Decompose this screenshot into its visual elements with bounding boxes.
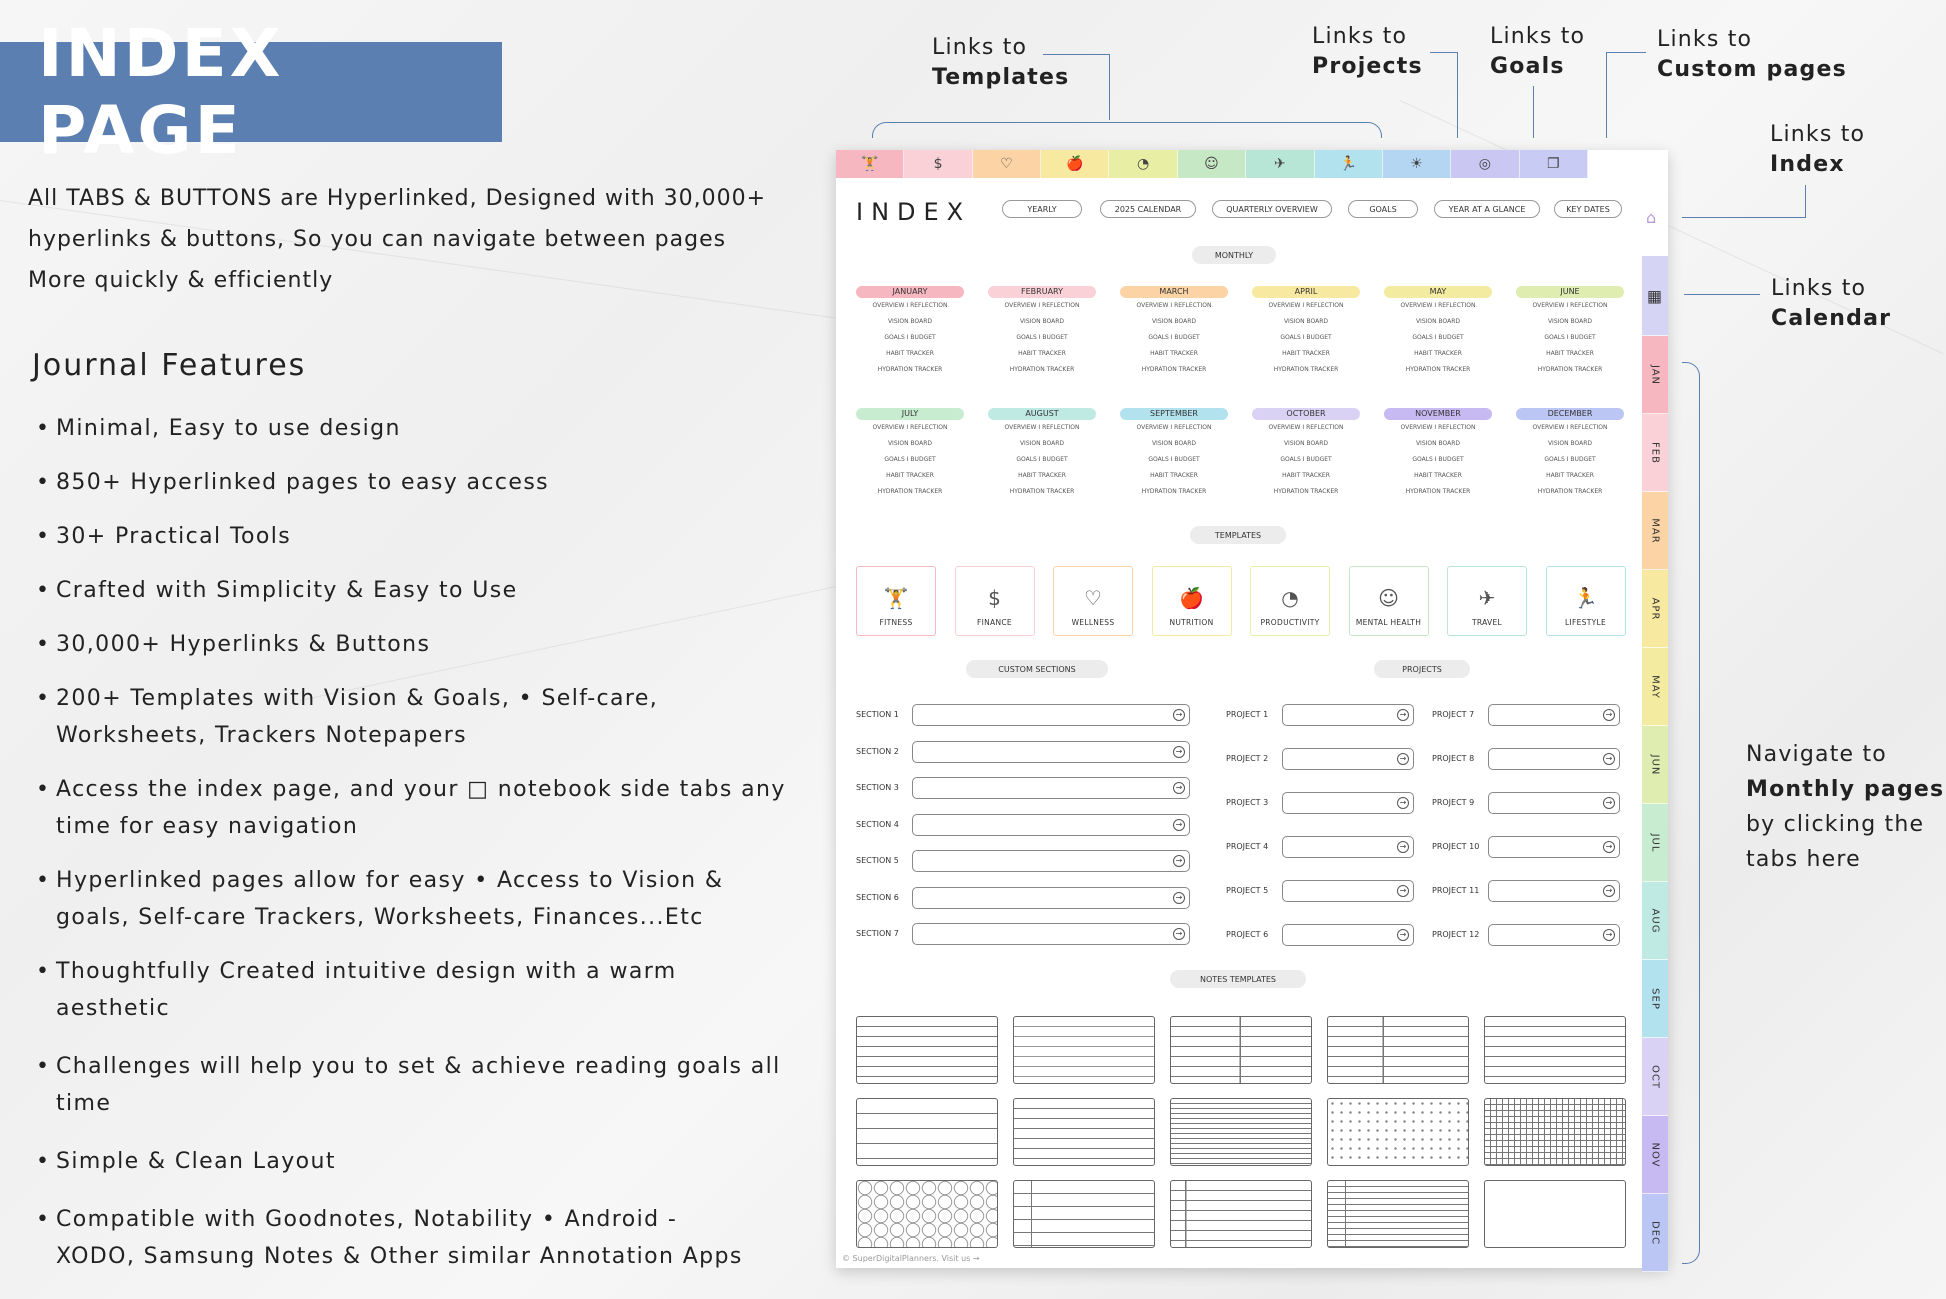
side-tab-mar[interactable] (1642, 492, 1668, 570)
template-nutrition[interactable] (1152, 566, 1232, 636)
goals-icon: ◎ (1478, 156, 1492, 172)
side-tab-label: JAN (1649, 364, 1661, 385)
note-template-wide-ruled[interactable] (856, 1098, 998, 1166)
note-template-blank[interactable] (1484, 1180, 1626, 1248)
month-sublink[interactable]: HYDRATION TRACKER (877, 488, 943, 495)
month-link-february[interactable]: FEBRUARY (988, 286, 1096, 298)
side-tab-feb[interactable] (1642, 414, 1668, 492)
month-sublink[interactable]: HYDRATION TRACKER (1009, 488, 1075, 495)
project-field[interactable] (1282, 748, 1414, 770)
note-template-split-lined[interactable] (1170, 1016, 1312, 1084)
project-label: PROJECT 4 (1226, 842, 1269, 851)
month-sublink[interactable]: GOALS I BUDGET (1280, 334, 1332, 341)
month-link-may[interactable]: MAY (1384, 286, 1492, 298)
callout-projects (1312, 22, 1423, 82)
monthly-label: MONTHLY (1192, 246, 1276, 264)
notes-templates-label: NOTES TEMPLATES (1170, 970, 1306, 988)
productivity-icon: ◔ (1281, 586, 1299, 610)
connector-bracket (872, 122, 1382, 138)
month-sublink[interactable]: HABIT TRACKER (886, 472, 934, 479)
callout-bold: Projects (1312, 54, 1423, 79)
month-sublink[interactable]: HABIT TRACKER (1018, 472, 1066, 479)
month-sublink[interactable]: HABIT TRACKER (1546, 350, 1594, 357)
month-sublink[interactable]: VISION BOARD (1283, 318, 1329, 325)
note-template-column-lined[interactable] (1327, 1016, 1469, 1084)
month-sublink[interactable]: VISION BOARD (887, 440, 933, 447)
arrow-right-icon[interactable]: → (1173, 746, 1185, 758)
month-sublink[interactable]: OVERVIEW I REFLECTION (1400, 424, 1476, 431)
feature-item: • Access the index page, and your □ notebook side tabs any time for easy navigation (34, 771, 794, 845)
month-sublink[interactable]: HABIT TRACKER (1018, 350, 1066, 357)
features-list (34, 410, 794, 1275)
arrow-right-icon[interactable]: → (1173, 892, 1185, 904)
travel-icon: ✈ (1273, 156, 1286, 172)
callout-line: Links to (1312, 24, 1408, 49)
side-tab-aug[interactable] (1642, 882, 1668, 960)
section-label: SECTION 1 (856, 710, 899, 719)
calendar-button[interactable]: 2025 CALENDAR (1100, 200, 1196, 218)
note-template-margin-lined[interactable] (1013, 1180, 1155, 1248)
connector-line (1682, 185, 1806, 218)
month-link-june[interactable]: JUNE (1516, 286, 1624, 298)
arrow-right-icon[interactable]: → (1397, 709, 1409, 721)
index-page-banner (0, 15, 502, 169)
mental-health-icon: ☺ (1204, 156, 1219, 172)
connector-bracket (1682, 362, 1700, 1264)
month-sublink[interactable]: HABIT TRACKER (886, 350, 934, 357)
month-block (1120, 286, 1228, 378)
side-tab-jan[interactable] (1642, 336, 1668, 414)
side-tab-label: OCT (1649, 1064, 1661, 1089)
side-tab-jun[interactable] (1642, 726, 1668, 804)
month-sublink[interactable]: VISION BOARD (1547, 318, 1593, 325)
side-tab-nov[interactable] (1642, 1116, 1668, 1194)
template-label: WELLNESS (1071, 618, 1115, 627)
month-sublink[interactable]: GOALS I BUDGET (1016, 456, 1068, 463)
finance-icon: $ (988, 586, 1001, 610)
banner-title: INDEX PAGE (38, 15, 284, 169)
arrow-right-icon[interactable]: → (1397, 797, 1409, 809)
month-sublink[interactable]: HYDRATION TRACKER (1405, 366, 1471, 373)
note-template-dashed[interactable] (1013, 1016, 1155, 1084)
side-tab-label: NOV (1649, 1141, 1661, 1168)
callout-line: Links to (1771, 276, 1867, 301)
projects-icon: ☀ (1410, 156, 1423, 172)
project-label: PROJECT 6 (1226, 930, 1269, 939)
arrow-right-icon[interactable]: → (1603, 797, 1615, 809)
month-sublink[interactable]: HYDRATION TRACKER (1273, 488, 1339, 495)
month-sublink[interactable]: GOALS I BUDGET (1544, 456, 1596, 463)
month-sublink[interactable]: HABIT TRACKER (1282, 350, 1330, 357)
month-sublink[interactable]: GOALS I BUDGET (884, 456, 936, 463)
side-tab-label: JUL (1649, 833, 1661, 852)
section-field[interactable] (912, 850, 1190, 872)
callout-line: tabs here (1746, 847, 1861, 872)
template-label: TRAVEL (1472, 618, 1502, 627)
wellness-icon: ♡ (1000, 156, 1013, 172)
template-label: FINANCE (977, 618, 1012, 627)
goals-button[interactable]: GOALS (1348, 200, 1418, 218)
project-label: PROJECT 9 (1432, 798, 1475, 807)
note-template-college-ruled[interactable] (1170, 1098, 1312, 1166)
fitness-icon: 🏋 (883, 586, 909, 610)
month-sublink[interactable]: OVERVIEW I REFLECTION (1004, 424, 1080, 431)
feature-item: • Crafted with Simplicity & Easy to Use (34, 572, 794, 609)
custom-pages-icon: ❐ (1546, 156, 1560, 172)
note-template-lined[interactable] (856, 1016, 998, 1084)
project-label: PROJECT 8 (1432, 754, 1475, 763)
mental-health-icon: ☺ (1378, 586, 1399, 610)
features-title: Journal Features (32, 348, 307, 383)
connector-line (1533, 86, 1534, 138)
section-field[interactable] (912, 741, 1190, 763)
callout-line: Links to (1657, 27, 1753, 52)
tab-nutrition[interactable] (1041, 150, 1109, 178)
side-tab-apr[interactable] (1642, 570, 1668, 648)
feature-item: • 30+ Practical Tools (34, 518, 794, 555)
feature-item: • 200+ Templates with Vision & Goals, • Self-care, Worksheets, Trackers Notepapers (34, 680, 774, 754)
month-block (1120, 408, 1228, 500)
feature-item: • Challenges will help you to set & achieve reading goals all time (34, 1048, 794, 1122)
month-sublink[interactable]: OVERVIEW I REFLECTION (1004, 302, 1080, 309)
home-icon[interactable]: ⌂ (1646, 208, 1657, 227)
template-mental-health[interactable] (1349, 566, 1429, 636)
note-template-lined[interactable] (1484, 1016, 1626, 1084)
side-tab-label: SEP (1649, 987, 1661, 1010)
callout-bold: Goals (1490, 54, 1565, 79)
productivity-icon: ◔ (1137, 156, 1150, 172)
arrow-right-icon[interactable]: → (1603, 929, 1615, 941)
project-field[interactable] (1488, 792, 1620, 814)
tab-fitness[interactable] (836, 150, 904, 178)
month-block (1384, 408, 1492, 500)
templates-label: TEMPLATES (1190, 526, 1286, 544)
footer-credit: © SuperDigitalPlanners. Visit us → (842, 1254, 980, 1263)
quarterly-overview-button[interactable]: QUARTERLY OVERVIEW (1212, 200, 1332, 218)
tab-productivity[interactable] (1109, 150, 1177, 178)
calendar-icon: ▦ (1646, 286, 1664, 305)
template-label: NUTRITION (1169, 618, 1214, 627)
section-field[interactable] (912, 777, 1190, 799)
side-tab-label: APR (1649, 597, 1661, 620)
key-dates-button[interactable]: KEY DATES (1554, 200, 1622, 218)
project-field[interactable] (1488, 880, 1620, 902)
arrow-right-icon[interactable]: → (1603, 709, 1615, 721)
section-field[interactable] (912, 887, 1190, 909)
section-field[interactable] (912, 923, 1190, 945)
month-link-august[interactable]: AUGUST (988, 408, 1096, 420)
arrow-right-icon[interactable]: → (1397, 885, 1409, 897)
month-sublink[interactable]: OVERVIEW I REFLECTION (872, 302, 948, 309)
side-tab-label: MAY (1649, 674, 1661, 699)
callout-bold: Custom pages (1657, 57, 1847, 82)
month-sublink[interactable]: HABIT TRACKER (1150, 350, 1198, 357)
note-template-checklist[interactable] (1170, 1180, 1312, 1248)
month-link-december[interactable]: DECEMBER (1516, 408, 1624, 420)
month-sublink[interactable]: HYDRATION TRACKER (1405, 488, 1471, 495)
month-sublink[interactable]: GOALS I BUDGET (884, 334, 936, 341)
month-sublink[interactable]: VISION BOARD (1415, 318, 1461, 325)
section-label: SECTION 5 (856, 856, 899, 865)
month-block (856, 408, 964, 500)
callout-bold: Monthly pages (1746, 777, 1945, 802)
custom-sections-label: CUSTOM SECTIONS (966, 660, 1108, 678)
month-sublink[interactable]: VISION BOARD (1415, 440, 1461, 447)
callout-index (1770, 120, 1865, 180)
template-label: FITNESS (879, 618, 913, 627)
callout-line: by clicking the (1746, 812, 1925, 837)
template-finance[interactable] (955, 566, 1035, 636)
project-field[interactable] (1282, 924, 1414, 946)
project-field[interactable] (1488, 836, 1620, 858)
tab-projects[interactable] (1383, 150, 1451, 178)
arrow-right-icon[interactable]: → (1397, 753, 1409, 765)
month-sublink[interactable]: OVERVIEW I REFLECTION (1268, 424, 1344, 431)
callout-monthly (1746, 737, 1944, 877)
month-sublink[interactable]: OVERVIEW I REFLECTION (1400, 302, 1476, 309)
month-sublink[interactable]: HYDRATION TRACKER (1141, 488, 1207, 495)
callout-bold: Calendar (1771, 306, 1892, 331)
callout-goals (1490, 22, 1585, 82)
month-sublink[interactable]: OVERVIEW I REFLECTION (1136, 302, 1212, 309)
month-block (1384, 286, 1492, 378)
note-template-dotted[interactable] (1327, 1098, 1469, 1166)
month-sublink[interactable]: HABIT TRACKER (1414, 350, 1462, 357)
top-tabs (836, 150, 1588, 178)
arrow-right-icon[interactable]: → (1603, 885, 1615, 897)
section-label: SECTION 4 (856, 819, 899, 829)
callout-line: Links to (932, 35, 1028, 60)
month-sublink[interactable]: VISION BOARD (887, 318, 933, 325)
side-tab-oct[interactable] (1642, 1038, 1668, 1116)
section-field[interactable] (912, 704, 1190, 726)
section-label: SECTION 7 (856, 929, 899, 938)
side-tab-jul[interactable] (1642, 804, 1668, 882)
tab-custom[interactable] (1520, 150, 1588, 178)
lifestyle-icon: 🏃 (1339, 156, 1357, 172)
month-sublink[interactable]: VISION BOARD (1151, 318, 1197, 325)
template-label: MENTAL HEALTH (1355, 618, 1422, 627)
arrow-right-icon[interactable]: → (1173, 819, 1185, 831)
feature-item: • 30,000+ Hyperlinks & Buttons (34, 626, 794, 663)
month-sublink[interactable]: VISION BOARD (1547, 440, 1593, 447)
tab-wellness[interactable] (973, 150, 1041, 178)
tab-mental-health[interactable] (1178, 150, 1246, 178)
arrow-right-icon[interactable]: → (1397, 929, 1409, 941)
template-productivity[interactable] (1250, 566, 1330, 636)
project-label: PROJECT 12 (1432, 930, 1480, 939)
month-block (988, 408, 1096, 500)
tab-travel[interactable] (1246, 150, 1314, 178)
travel-icon: ✈ (1478, 586, 1496, 610)
side-tab-label: AUG (1649, 908, 1661, 933)
project-label: PROJECT 1 (1226, 710, 1269, 719)
year-at-a-glance-button[interactable]: YEAR AT A GLANCE (1434, 200, 1540, 218)
finance-icon: $ (933, 156, 943, 172)
side-tab-label: JUN (1649, 754, 1661, 775)
project-label: PROJECT 5 (1226, 886, 1269, 895)
arrow-right-icon[interactable]: → (1603, 841, 1615, 853)
month-sublink[interactable]: OVERVIEW I REFLECTION (1532, 424, 1608, 431)
month-sublink[interactable]: HYDRATION TRACKER (1537, 488, 1603, 495)
section-field[interactable] (912, 814, 1190, 836)
section-label: SECTION 3 (856, 783, 899, 792)
note-template-ruled-margin[interactable] (1327, 1180, 1469, 1248)
month-sublink[interactable]: HABIT TRACKER (1282, 472, 1330, 479)
side-tab-label: DEC (1649, 1220, 1661, 1245)
project-field[interactable] (1488, 704, 1620, 726)
arrow-right-icon[interactable]: → (1173, 709, 1185, 721)
feature-item: • Simple & Clean Layout (34, 1143, 794, 1180)
month-link-january[interactable]: JANUARY (856, 286, 964, 298)
month-sublink[interactable]: OVERVIEW I REFLECTION (1136, 424, 1212, 431)
month-sublink[interactable]: HYDRATION TRACKER (1141, 366, 1207, 373)
arrow-right-icon[interactable]: → (1603, 753, 1615, 765)
project-field[interactable] (1282, 836, 1414, 858)
month-sublink[interactable]: OVERVIEW I REFLECTION (872, 424, 948, 431)
project-field[interactable] (1488, 924, 1620, 946)
month-sublink[interactable]: GOALS I BUDGET (1544, 334, 1596, 341)
month-link-november[interactable]: NOVEMBER (1384, 408, 1492, 420)
side-tab-sep[interactable] (1642, 960, 1668, 1038)
connector-line (1430, 52, 1458, 138)
calendar-tab[interactable] (1642, 256, 1668, 336)
wellness-icon: ♡ (1084, 586, 1102, 610)
month-block (856, 286, 964, 378)
connector-line (1043, 54, 1110, 120)
nutrition-icon: 🍎 (1179, 586, 1204, 610)
month-sublink[interactable]: HYDRATION TRACKER (1537, 366, 1603, 373)
feature-item: • Hyperlinked pages allow for easy • Access to Vision & goals, Self-care Trackers, Worksheets, Finances...Etc (34, 862, 774, 936)
month-sublink[interactable]: HABIT TRACKER (1150, 472, 1198, 479)
note-template-hexagon[interactable] (856, 1180, 998, 1248)
month-block (988, 286, 1096, 378)
side-tab-label: MAR (1649, 517, 1661, 544)
month-block (1516, 408, 1624, 500)
callout-bold: Templates (932, 65, 1070, 90)
yearly-button[interactable]: YEARLY (1002, 200, 1082, 218)
month-sublink[interactable]: GOALS I BUDGET (1412, 456, 1464, 463)
feature-item: • Minimal, Easy to use design (34, 410, 794, 447)
project-label: PROJECT 10 (1432, 842, 1480, 851)
side-tab-label: FEB (1649, 441, 1661, 464)
project-label: PROJECT 11 (1432, 886, 1480, 895)
project-label: PROJECT 2 (1226, 754, 1269, 763)
callout-calendar (1771, 274, 1891, 334)
tab-lifestyle[interactable] (1315, 150, 1383, 178)
callout-bold: Index (1770, 152, 1845, 177)
side-tab-may[interactable] (1642, 648, 1668, 726)
month-link-march[interactable]: MARCH (1120, 286, 1228, 298)
note-template-narrow-ruled[interactable] (1013, 1098, 1155, 1166)
arrow-right-icon[interactable]: → (1173, 855, 1185, 867)
month-sublink[interactable]: HYDRATION TRACKER (1009, 366, 1075, 373)
month-block (1252, 286, 1360, 378)
month-sublink[interactable]: OVERVIEW I REFLECTION (1268, 302, 1344, 309)
connector-line (1606, 52, 1646, 138)
feature-item: • Compatible with Goodnotes, Notability • Android - XODO, Samsung Notes & Other similar Annotation Apps (34, 1201, 754, 1275)
projects-label: PROJECTS (1374, 660, 1470, 678)
month-link-september[interactable]: SEPTEMBER (1120, 408, 1228, 420)
section-label: SECTION 6 (856, 892, 899, 902)
project-field[interactable] (1282, 792, 1414, 814)
tab-finance[interactable] (904, 150, 972, 178)
template-lifestyle[interactable] (1546, 566, 1626, 636)
month-sublink[interactable]: GOALS I BUDGET (1148, 456, 1200, 463)
month-sublink[interactable]: GOALS I BUDGET (1280, 456, 1332, 463)
month-block (1516, 286, 1624, 378)
month-sublink[interactable]: GOALS I BUDGET (1412, 334, 1464, 341)
arrow-right-icon[interactable]: → (1173, 928, 1185, 940)
month-block (1252, 408, 1360, 500)
section-label: SECTION 2 (856, 746, 899, 756)
project-field[interactable] (1488, 748, 1620, 770)
month-sublink[interactable]: VISION BOARD (1151, 440, 1197, 447)
month-link-october[interactable]: OCTOBER (1252, 408, 1360, 420)
connector-line (1684, 294, 1760, 295)
nutrition-icon: 🍎 (1066, 156, 1084, 172)
arrow-right-icon[interactable]: → (1173, 782, 1185, 794)
project-label: PROJECT 3 (1226, 798, 1269, 807)
month-sublink[interactable]: VISION BOARD (1283, 440, 1329, 447)
arrow-right-icon[interactable]: → (1397, 841, 1409, 853)
month-sublink[interactable]: GOALS I BUDGET (1148, 334, 1200, 341)
template-fitness[interactable] (856, 566, 936, 636)
lifestyle-icon: 🏃 (1573, 586, 1598, 610)
callout-line: Links to (1490, 24, 1586, 49)
page-title: INDEX (856, 198, 972, 226)
month-sublink[interactable]: OVERVIEW I REFLECTION (1532, 302, 1608, 309)
month-sublink[interactable]: VISION BOARD (1019, 318, 1065, 325)
callout-line: Navigate to (1746, 742, 1887, 767)
month-sublink[interactable]: HABIT TRACKER (1414, 472, 1462, 479)
callout-custom (1657, 25, 1847, 85)
template-label: LIFESTYLE (1565, 618, 1606, 627)
month-sublink[interactable]: HABIT TRACKER (1546, 472, 1594, 479)
feature-item: • 850+ Hyperlinked pages to easy access (34, 464, 794, 501)
template-wellness[interactable] (1053, 566, 1133, 636)
month-sublink[interactable]: HYDRATION TRACKER (877, 366, 943, 373)
template-label: PRODUCTIVITY (1260, 618, 1320, 627)
intro-text: All TABS & BUTTONS are Hyperlinked, Designed with 30,000+ hyperlinks & buttons, So you can navigate between pages More quickly & efficiently (28, 186, 767, 293)
feature-item: • Thoughtfully Created intuitive design with a warm aesthetic (34, 953, 794, 1027)
fitness-icon: 🏋 (860, 156, 879, 172)
month-sublink[interactable]: VISION BOARD (1019, 440, 1065, 447)
template-travel[interactable] (1447, 566, 1527, 636)
callout-line: Links to (1770, 122, 1866, 147)
month-link-july[interactable]: JULY (856, 408, 964, 420)
tab-goals[interactable] (1451, 150, 1519, 178)
project-label: PROJECT 7 (1432, 710, 1475, 719)
note-template-grid[interactable] (1484, 1098, 1626, 1166)
planner-page (836, 150, 1668, 1268)
month-sublink[interactable]: HYDRATION TRACKER (1273, 366, 1339, 373)
side-tab-dec[interactable] (1642, 1194, 1668, 1272)
project-field[interactable] (1282, 880, 1414, 902)
month-sublink[interactable]: GOALS I BUDGET (1016, 334, 1068, 341)
project-field[interactable] (1282, 704, 1414, 726)
month-link-april[interactable]: APRIL (1252, 286, 1360, 298)
side-tabs (1642, 256, 1668, 1272)
